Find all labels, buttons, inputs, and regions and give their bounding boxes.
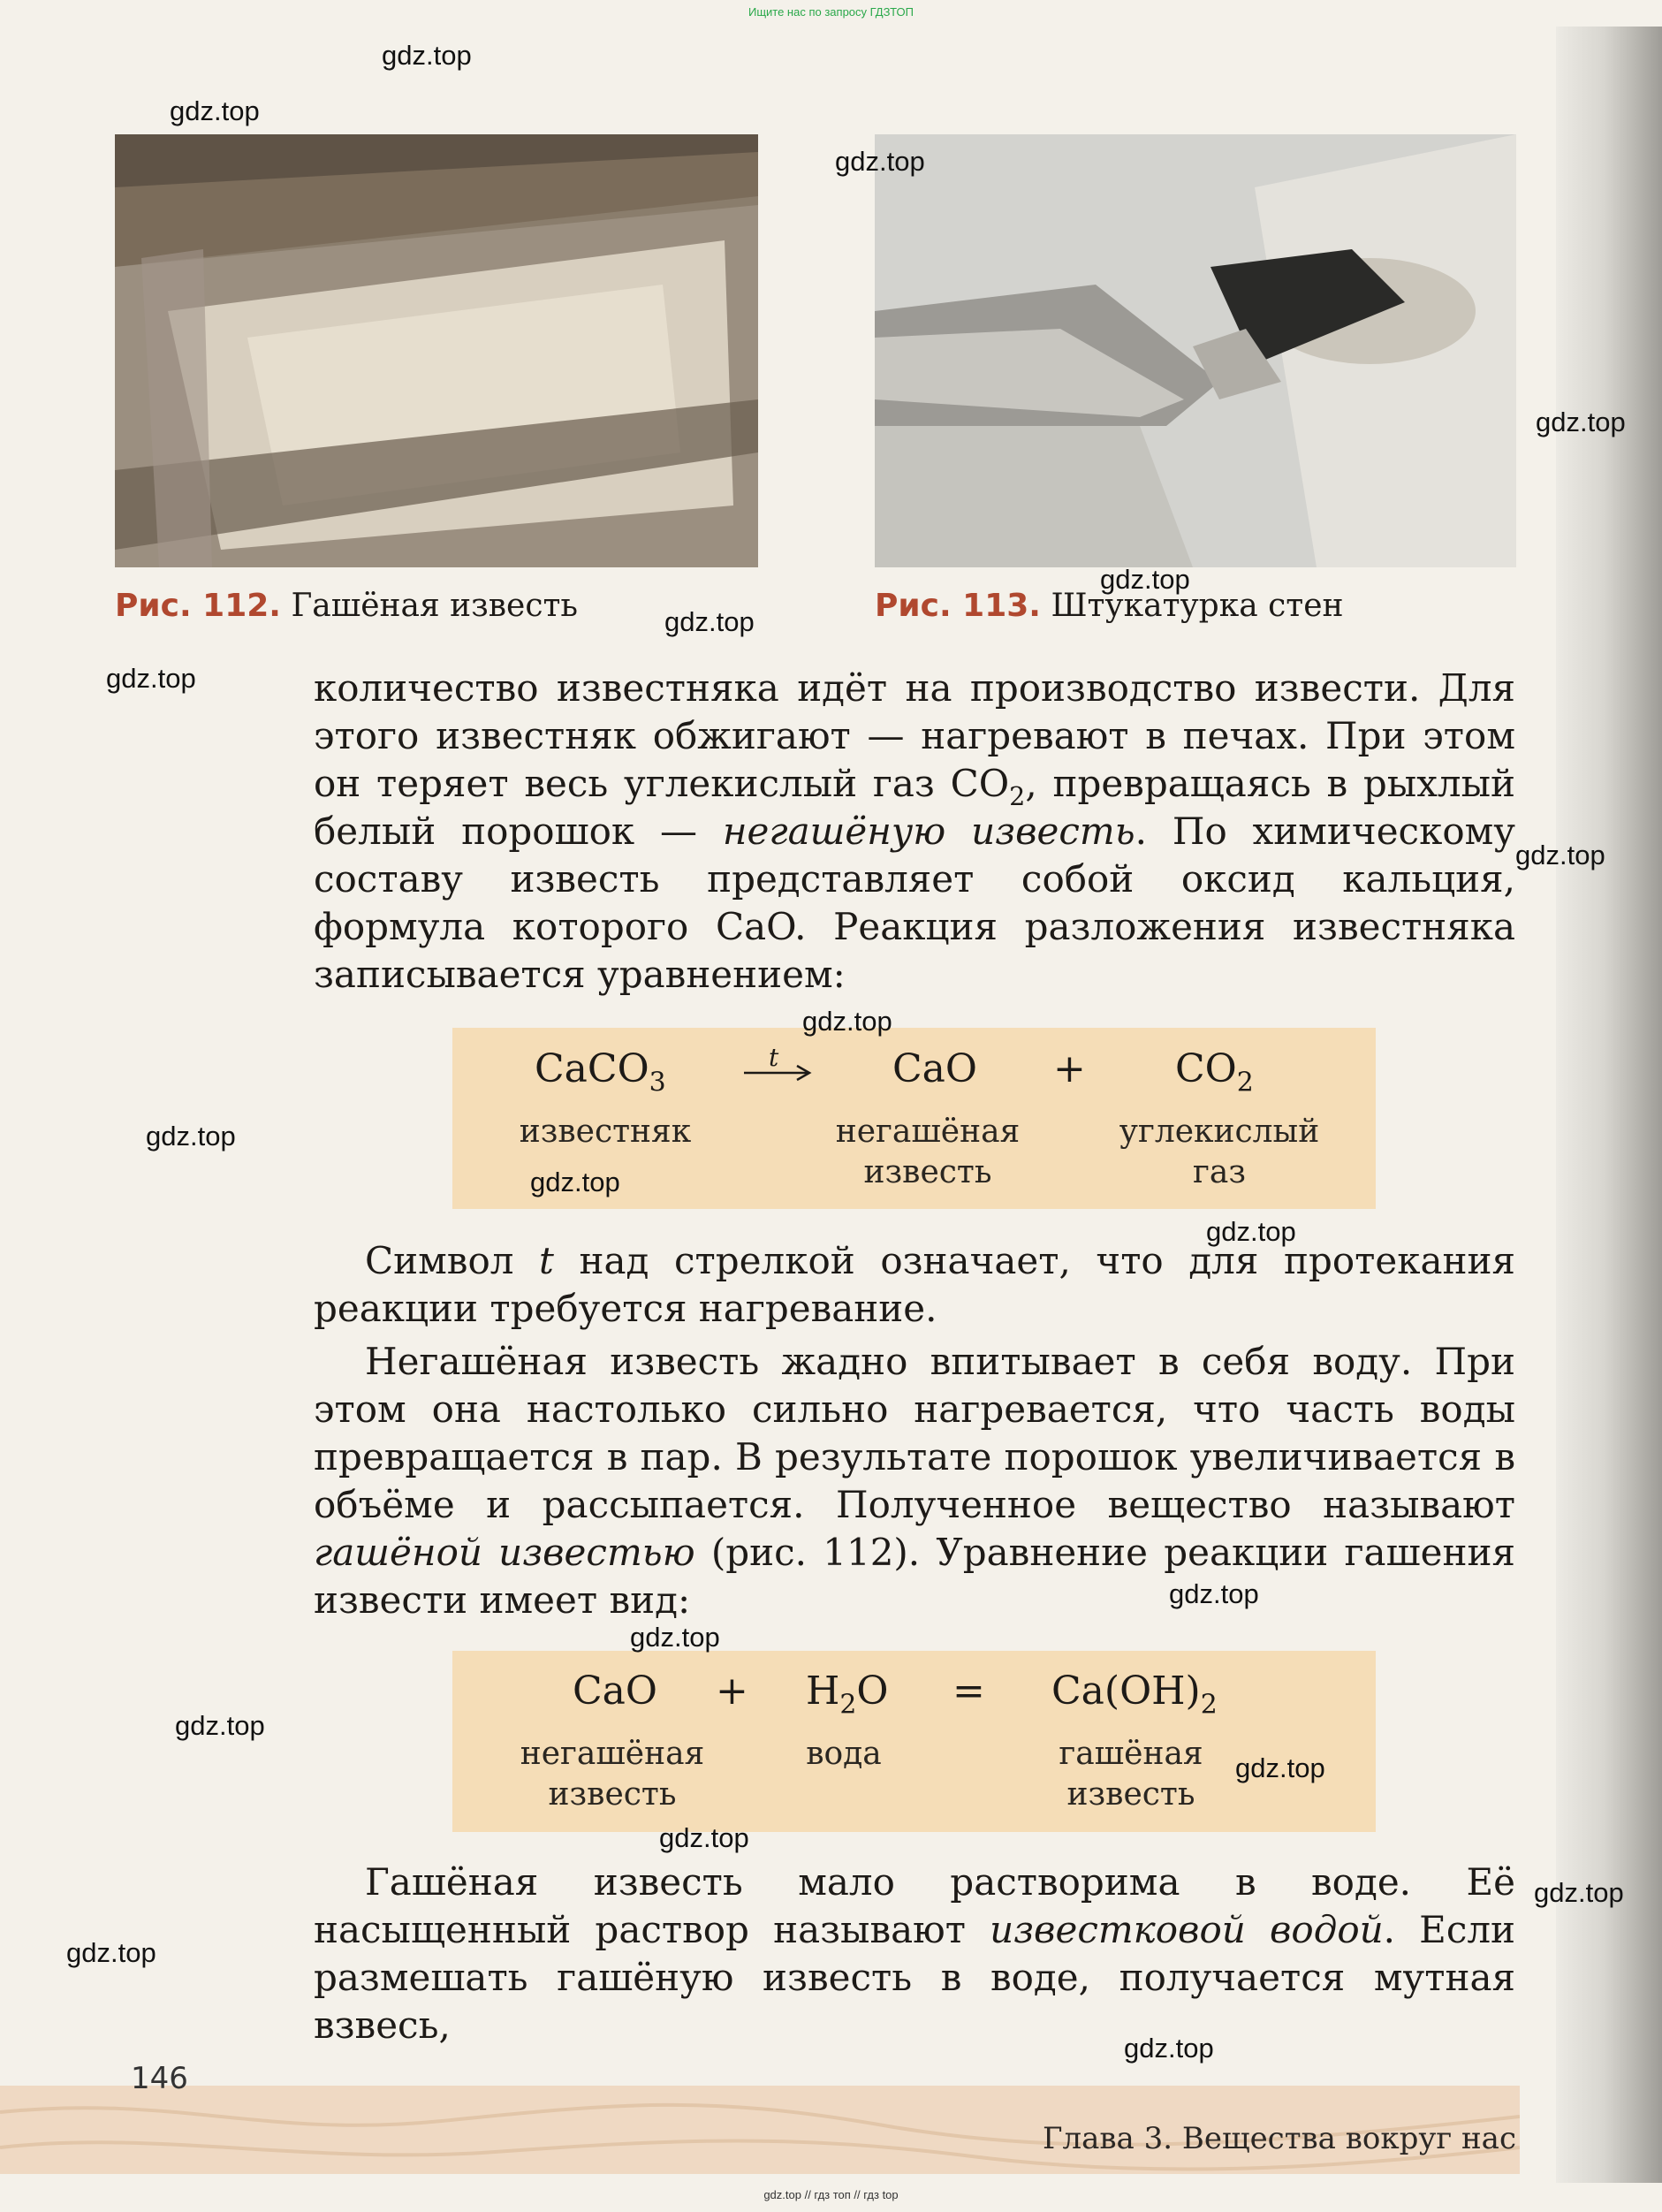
label-water: вода [806,1736,882,1772]
watermark: gdz.top [1124,2033,1214,2064]
term-quicklime: негашёную известь [722,810,1135,853]
page-number: 146 [131,2061,188,2096]
watermark: gdz.top [630,1622,720,1653]
equation-1-reactant: CaCO$_3$ [535,1046,666,1098]
watermark: gdz.top [1169,1578,1259,1609]
watermark: gdz.top [175,1710,265,1741]
arrow-label-t: t [769,1043,779,1072]
paragraph-3: Негашёная известь жадно впитывает в себя воду. При этом она настолько сильно нагревается, что часть воды превращается в пар. В результате порошок увеличивается в объёме и рассыпается. Полученное вещество называют гашёной известью (рис. 112). Уравнение реакции гашения извести имеет вид: [314,1340,1515,1622]
watermark: gdz.top [66,1937,156,1968]
figure-113-title: Штукатурка стен [1051,588,1344,624]
watermark: gdz.top [530,1167,620,1197]
equation-1-plus: + [1053,1046,1086,1091]
equation-2-equals: = [952,1669,985,1714]
term-slaked-lime: гашёной известью [314,1531,695,1574]
label-carbon-dioxide: углекислый газ [1119,1114,1320,1190]
equation-2-plus: + [716,1669,748,1714]
page-edge-shadow [1556,27,1662,2183]
symbol-t: t [539,1239,554,1282]
chapter-title: Глава 3. Вещества вокруг нас [1043,2121,1516,2156]
figure-113-photo [875,134,1516,567]
watermark: gdz.top [1100,564,1190,595]
watermark: gdz.top [1235,1752,1325,1783]
equation-2-reactant-2: $H_2O$ [806,1669,889,1721]
co2-formula: $CO_2$ [950,762,1026,811]
equation-1-product-1: CaO [892,1046,977,1091]
equation-2-reactant-1: CaO [573,1669,657,1714]
figure-113-label: Рис. 113. [875,588,1041,624]
watermark: gdz.top [1206,1216,1296,1247]
watermark: gdz.top [1534,1877,1624,1908]
figure-112-photo [115,134,758,567]
equation-1-product-2: $CO_2$ [1175,1046,1254,1098]
paragraph-1 [314,665,1515,999]
figure-112-label: Рис. 112. [115,588,281,624]
watermark: gdz.top [106,663,196,694]
paragraph-1-text-b: , превращаясь в рыхлый белый порошок — [314,762,1515,853]
watermark: gdz.top [1515,840,1605,870]
bottom-banner: gdz.top // гдз топ // гдз top [763,2188,899,2201]
equation-2-product: $Ca(OH)_2$ [1051,1669,1218,1721]
watermark: gdz.top [382,40,472,71]
paragraph-4: Гашёная известь мало растворима в воде. Её насыщенный раствор называют известковой водой. Если размешать гашёную известь в воде, получается мутная взвесь, [314,1860,1516,2047]
label-limestone: известняк [519,1114,692,1150]
watermark: gdz.top [664,606,755,637]
label-slaked-lime: гашёная известь [1059,1736,1203,1813]
figure-112-caption [115,589,578,624]
watermark: gdz.top [146,1121,236,1152]
watermark: gdz.top [802,1006,892,1037]
watermark: gdz.top [659,1822,749,1853]
term-lime-water: известковой водой [990,1908,1384,1951]
paragraph-1-text-a: количество известняка идёт на производство извести. Для этого известняк обжигают — нагревают в печах. При этом он теряет весь углекислый газ [314,666,1515,805]
watermark: gdz.top [1536,407,1626,437]
paragraph-1-text-c: . По химическому составу известь представляет собой оксид кальция, формула которого CaO. Реакция разложения известняка записывается уравнением: [314,810,1515,996]
watermark: gdz.top [170,95,260,126]
paragraph-2: Символ t над стрелкой означает, что для протекания реакции требуется нагревание. [314,1239,1515,1330]
watermark: gdz.top [835,146,925,177]
label-quicklime: негашёная известь [835,1114,1021,1190]
figure-112-title: Гашёная известь [291,588,578,624]
top-banner: Ищите нас по запросу ГДЗТОП [748,5,914,19]
label-quicklime-2: негашёная известь [520,1736,705,1813]
